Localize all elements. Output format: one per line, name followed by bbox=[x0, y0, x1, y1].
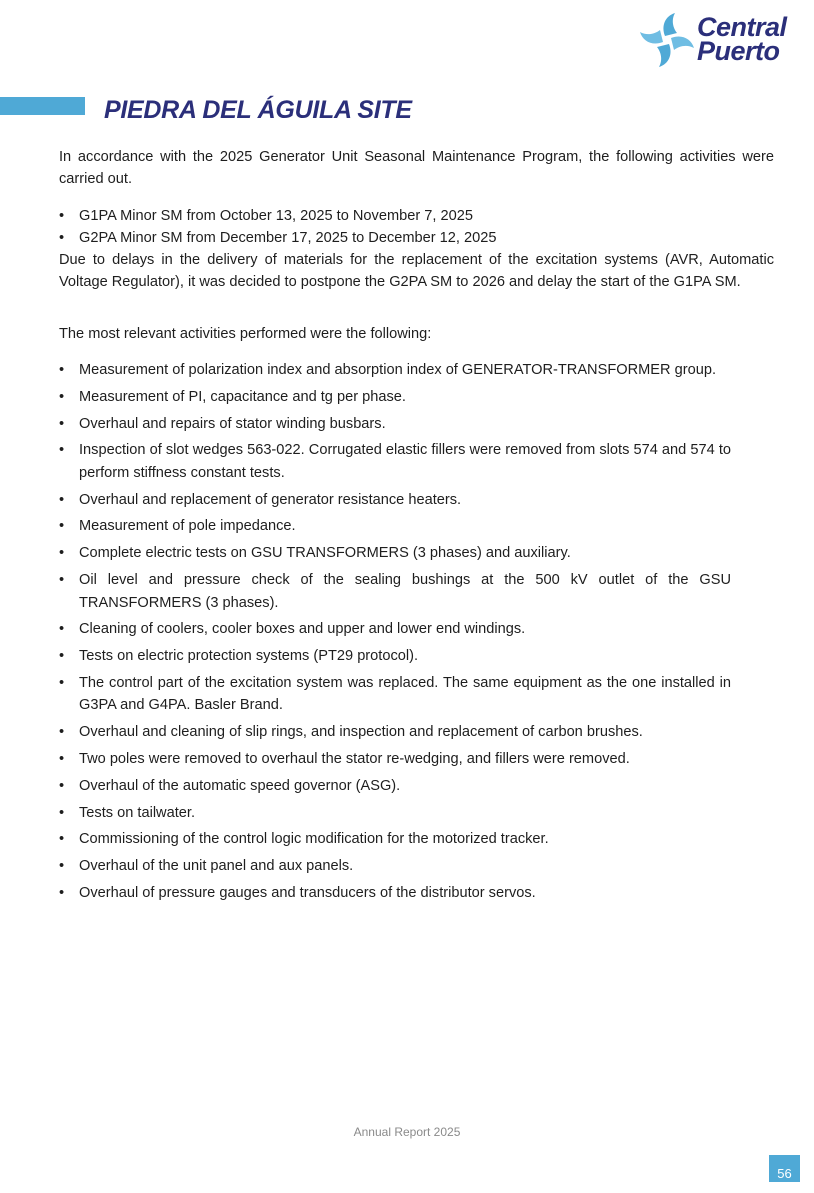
list-item: • G1PA Minor SM from October 13, 2025 to November 7, 2025 bbox=[59, 205, 774, 227]
list-item: • Complete electric tests on GSU TRANSFORMERS (3 phases) and auxiliary. bbox=[59, 542, 731, 565]
list-item: • Inspection of slot wedges 563-022. Corrugated elastic fillers were removed from slots 574 and 574 to perform stiffness constant tests. bbox=[59, 439, 731, 484]
turbine-logo-icon bbox=[640, 10, 694, 70]
list-item: • Overhaul and cleaning of slip rings, and inspection and replacement of carbon brushes. bbox=[59, 721, 731, 744]
activities-intro: The most relevant activities performed were the following: bbox=[59, 326, 432, 342]
central-puerto-logo bbox=[640, 10, 805, 70]
intro-paragraph: In accordance with the 2025 Generator Unit Seasonal Maintenance Program, the following activities were carried out. bbox=[59, 149, 774, 187]
activities-list bbox=[59, 359, 731, 905]
logo-text-line1: Central bbox=[697, 12, 787, 42]
list-item: • Overhaul of the automatic speed governor (ASG). bbox=[59, 775, 731, 798]
title-accent-bar bbox=[0, 97, 85, 115]
list-item: • Tests on tailwater. bbox=[59, 802, 731, 825]
list-item: • Commissioning of the control logic modification for the motorized tracker. bbox=[59, 828, 731, 851]
page-number: 56 bbox=[769, 1155, 800, 1182]
maintenance-program-list bbox=[59, 205, 774, 249]
main-content bbox=[59, 146, 774, 909]
list-item: • Cleaning of coolers, cooler boxes and upper and lower end windings. bbox=[59, 618, 731, 641]
list-item: • Overhaul of pressure gauges and transducers of the distributor servos. bbox=[59, 882, 731, 905]
list-item: • Tests on electric protection systems (PT29 protocol). bbox=[59, 645, 731, 668]
list-item: • Overhaul and repairs of stator winding busbars. bbox=[59, 413, 731, 436]
list-item: • G2PA Minor SM from December 17, 2025 to December 12, 2025 bbox=[59, 227, 774, 249]
delay-paragraph: Due to delays in the delivery of materials for the replacement of the excitation systems (AVR, Automatic Voltage Regulator), it was decided to postpone the G2PA SM to 2026 and delay the start of the G1PA SM. bbox=[59, 252, 774, 290]
logo-text-line2: Puerto bbox=[697, 36, 780, 66]
list-item: • Overhaul of the unit panel and aux panels. bbox=[59, 855, 731, 878]
list-item: • Measurement of polarization index and absorption index of GENERATOR-TRANSFORMER group. bbox=[59, 359, 731, 382]
page-title: PIEDRA DEL ÁGUILA SITE bbox=[104, 96, 412, 124]
list-item: • Two poles were removed to overhaul the stator re-wedging, and fillers were removed. bbox=[59, 748, 731, 771]
footer-label: Annual Report 2025 bbox=[353, 1125, 461, 1139]
list-item: • Oil level and pressure check of the sealing bushings at the 500 kV outlet of the GSU TRANSFORMERS (3 phases). bbox=[59, 569, 731, 614]
list-item: • The control part of the excitation system was replaced. The same equipment as the one installed in G3PA and G4PA. Basler Brand. bbox=[59, 672, 731, 717]
list-item: • Measurement of PI, capacitance and tg per phase. bbox=[59, 386, 731, 409]
list-item: • Measurement of pole impedance. bbox=[59, 515, 731, 538]
list-item: • Overhaul and replacement of generator resistance heaters. bbox=[59, 489, 731, 512]
